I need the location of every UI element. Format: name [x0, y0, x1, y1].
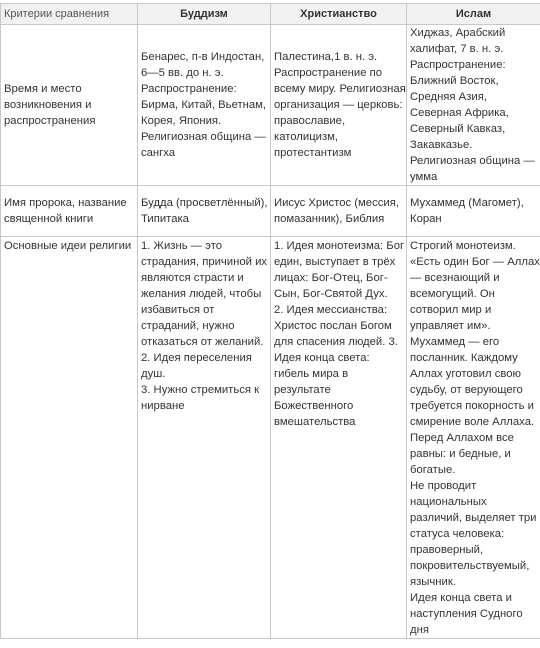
christianity-cell: 1. Идея монотеизма: Бог един, выступает в трёх лицах: Бог-Отец, Бог-Сын, Бог-Святой Дух. 2. Идея мессианства: Христос послан Богом для спасения людей. 3. Идея конца света: гибель мира в результате Божественного вмешательства	[271, 237, 407, 639]
header-christianity: Христианство	[271, 4, 407, 25]
christianity-cell: Иисус Христос (мессия, помазанник), Библия	[271, 186, 407, 237]
criterion-cell: Время и место возникновения и распространения	[1, 25, 138, 186]
table-row	[1, 237, 540, 639]
criterion-cell: Имя пророка, название священной книги	[1, 186, 138, 237]
header-criteria: Критерии сравнения	[1, 4, 138, 25]
header-islam: Ислам	[407, 4, 540, 25]
islam-cell: Хиджаз, Арабский халифат, 7 в. н. э. Распространение: Ближний Восток, Средняя Азия, Северная Африка, Северный Кавказ, Закавказье. Религиозная община — умма	[407, 25, 540, 186]
table-row	[1, 25, 540, 186]
table-row	[1, 186, 540, 237]
header-row	[1, 4, 540, 25]
islam-cell: Строгий монотеизм. «Есть один Бог — Аллах — всезнающий и всемогущий. Он сотворил мир и управляет им». Мухаммед — его посланник. Каждому Аллах уготовил свою судьбу, от верующего требуется покорность и смирение воле Аллаха. Перед Аллахом все равны: и бедные, и богатые. Не проводит национальных различий, выделяет три статуса человека: правоверный, покровительствуемый, язычник. Идея конца света и наступления Судного дня	[407, 237, 540, 639]
islam-cell: Мухаммед (Магомет), Коран	[407, 186, 540, 237]
christianity-cell: Палестина,1 в. н. э. Распространение по всему миру. Религиозная организация — церковь: православие, католицизм, протестантизм	[271, 25, 407, 186]
buddhism-cell: 1. Жизнь — это страдания, причиной их являются страсти и желания людей, чтобы избавиться от страданий, нужно отказаться от желаний. 2. Идея переселения душ. 3. Нужно стремиться к нирване	[138, 237, 271, 639]
buddhism-cell: Будда (просветлённый), Типитака	[138, 186, 271, 237]
religion-comparison-table	[0, 3, 540, 639]
buddhism-cell: Бенарес, п-в Индостан, 6—5 вв. до н. э. Распространение: Бирма, Китай, Вьетнам, Корея, Япония. Религиозная община — сангха	[138, 25, 271, 186]
header-buddhism: Буддизм	[138, 4, 271, 25]
criterion-cell: Основные идеи религии	[1, 237, 138, 639]
